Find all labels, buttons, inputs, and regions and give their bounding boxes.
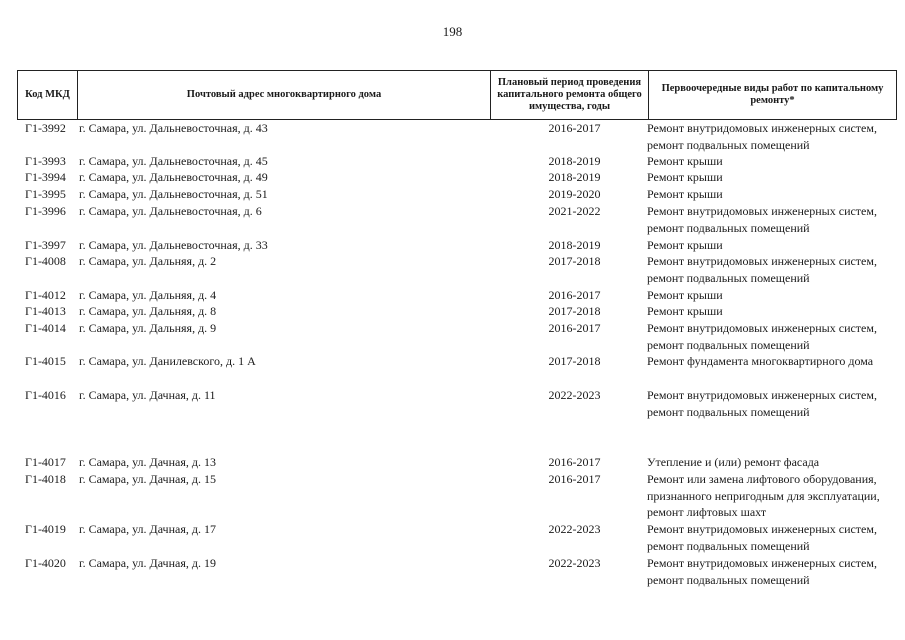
cell-code: Г1-3994 (25, 170, 66, 184)
works-line: Ремонт внутридомовых инженерных систем, (647, 556, 877, 570)
works-line: ремонт подвальных помещений (647, 270, 810, 285)
cell-period: 2022-2023 (548, 556, 601, 570)
cell-code: Г1-4018 (25, 472, 66, 486)
page-number: 198 (442, 24, 463, 39)
cell-works (647, 387, 897, 420)
works-line: ремонт лифтовых шахт (647, 505, 767, 519)
cell-address: г. Самара, ул. Дальневосточная, д. 43 (79, 121, 268, 135)
cell-code: Г1-3997 (25, 238, 66, 252)
cell-address: г. Самара, ул. Дальневосточная, д. 6 (79, 204, 262, 218)
cell-period: 2016-2017 (548, 121, 601, 135)
cell-period: 2016-2017 (548, 288, 601, 302)
cell-code: Г1-4020 (25, 556, 66, 570)
cell-address: г. Самара, ул. Дальневосточная, д. 49 (79, 170, 268, 184)
works-line: Ремонт внутридомовых инженерных систем, (647, 522, 877, 536)
cell-period: 2017-2018 (548, 354, 601, 368)
cell-works (647, 287, 897, 304)
cell-period: 2016-2017 (548, 455, 601, 469)
cell-works (647, 353, 897, 370)
works-line: ремонт подвальных помещений (647, 538, 810, 553)
cell-code: Г1-3992 (25, 121, 66, 135)
cell-address: г. Самара, ул. Дальневосточная, д. 33 (79, 238, 268, 252)
cell-address: г. Самара, ул. Дачная, д. 11 (79, 388, 216, 402)
works-line: Ремонт крыши (647, 304, 723, 318)
works-line: Ремонт крыши (647, 154, 723, 168)
works-line: ремонт подвальных помещений (647, 404, 810, 419)
cell-code: Г1-3995 (25, 187, 66, 201)
cell-works (647, 454, 897, 471)
cell-code: Г1-3993 (25, 154, 66, 168)
cell-works (647, 320, 897, 353)
cell-period: 2022-2023 (548, 522, 601, 536)
table-header (17, 70, 897, 120)
works-line: Ремонт внутридомовых инженерных систем, (647, 204, 877, 218)
works-line: Ремонт крыши (647, 170, 723, 184)
works-line: ремонт подвальных помещений (647, 572, 810, 587)
works-line: Ремонт крыши (647, 288, 723, 302)
cell-code: Г1-4013 (25, 304, 66, 318)
works-line: Ремонт внутридомовых инженерных систем, (647, 121, 877, 135)
cell-code: Г1-4016 (25, 388, 66, 402)
cell-address: г. Самара, ул. Дальняя, д. 8 (79, 304, 217, 318)
cell-works (647, 303, 897, 320)
cell-works (647, 521, 897, 554)
works-line: Ремонт крыши (647, 238, 723, 252)
cell-period: 2016-2017 (548, 321, 601, 335)
works-line: Ремонт или замена лифтового оборудования, (647, 472, 877, 486)
cell-code: Г1-4008 (25, 254, 66, 268)
cell-address: г. Самара, ул. Дачная, д. 17 (79, 522, 216, 536)
header-address: Почтовый адрес многоквартирного дома (78, 71, 491, 119)
works-line: Утепление и (или) ремонт фасада (647, 455, 820, 469)
cell-period: 2018-2019 (548, 238, 601, 252)
header-code: Код МКД (18, 71, 78, 119)
cell-period: 2017-2018 (548, 254, 601, 268)
header-period: Плановый период проведения капитального ремонта общего имущества, годы (491, 71, 649, 119)
cell-code: Г1-4014 (25, 321, 66, 335)
works-line: ремонт подвальных помещений (647, 337, 810, 352)
works-line: Ремонт крыши (647, 187, 723, 201)
cell-address: г. Самара, ул. Дальняя, д. 2 (79, 254, 217, 268)
header-works: Первоочередные виды работ по капитальному ремонту* (661, 83, 884, 106)
works-line: Ремонт внутридомовых инженерных систем, (647, 254, 877, 268)
works-line: ремонт подвальных помещений (647, 220, 810, 235)
cell-address: г. Самара, ул. Дачная, д. 13 (79, 455, 216, 469)
cell-code: Г1-3996 (25, 204, 66, 218)
cell-works (647, 203, 897, 236)
cell-address: г. Самара, ул. Данилевского, д. 1 А (79, 354, 256, 368)
cell-address: г. Самара, ул. Дальняя, д. 9 (79, 321, 217, 335)
cell-code: Г1-4015 (25, 354, 66, 368)
cell-address: г. Самара, ул. Дачная, д. 15 (79, 472, 216, 486)
cell-period: 2017-2018 (548, 304, 601, 318)
cell-code: Г1-4017 (25, 455, 66, 469)
works-line: признанного непригодным для эксплуатации, (647, 488, 880, 503)
cell-works (647, 555, 897, 588)
cell-address: г. Самара, ул. Дальняя, д. 4 (79, 288, 217, 302)
works-line: Ремонт внутридомовых инженерных систем, (647, 388, 877, 402)
cell-works (647, 169, 897, 186)
cell-works (647, 120, 897, 153)
cell-works (647, 237, 897, 254)
cell-period: 2021-2022 (548, 204, 601, 218)
works-line: Ремонт фундамента многоквартирного дома (647, 354, 874, 368)
cell-code: Г1-4019 (25, 522, 66, 536)
works-line: ремонт подвальных помещений (647, 137, 810, 152)
cell-works (647, 186, 897, 203)
cell-period: 2022-2023 (548, 388, 601, 402)
cell-code: Г1-4012 (25, 288, 66, 302)
cell-period: 2018-2019 (548, 170, 601, 184)
cell-address: г. Самара, ул. Дальневосточная, д. 45 (79, 154, 268, 168)
cell-address: г. Самара, ул. Дачная, д. 19 (79, 556, 216, 570)
cell-works (647, 471, 897, 521)
cell-period: 2016-2017 (548, 472, 601, 486)
works-line: Ремонт внутридомовых инженерных систем, (647, 321, 877, 335)
cell-works (647, 253, 897, 286)
cell-period: 2018-2019 (548, 154, 601, 168)
cell-works (647, 153, 897, 170)
cell-period: 2019-2020 (548, 187, 601, 201)
cell-address: г. Самара, ул. Дальневосточная, д. 51 (79, 187, 268, 201)
